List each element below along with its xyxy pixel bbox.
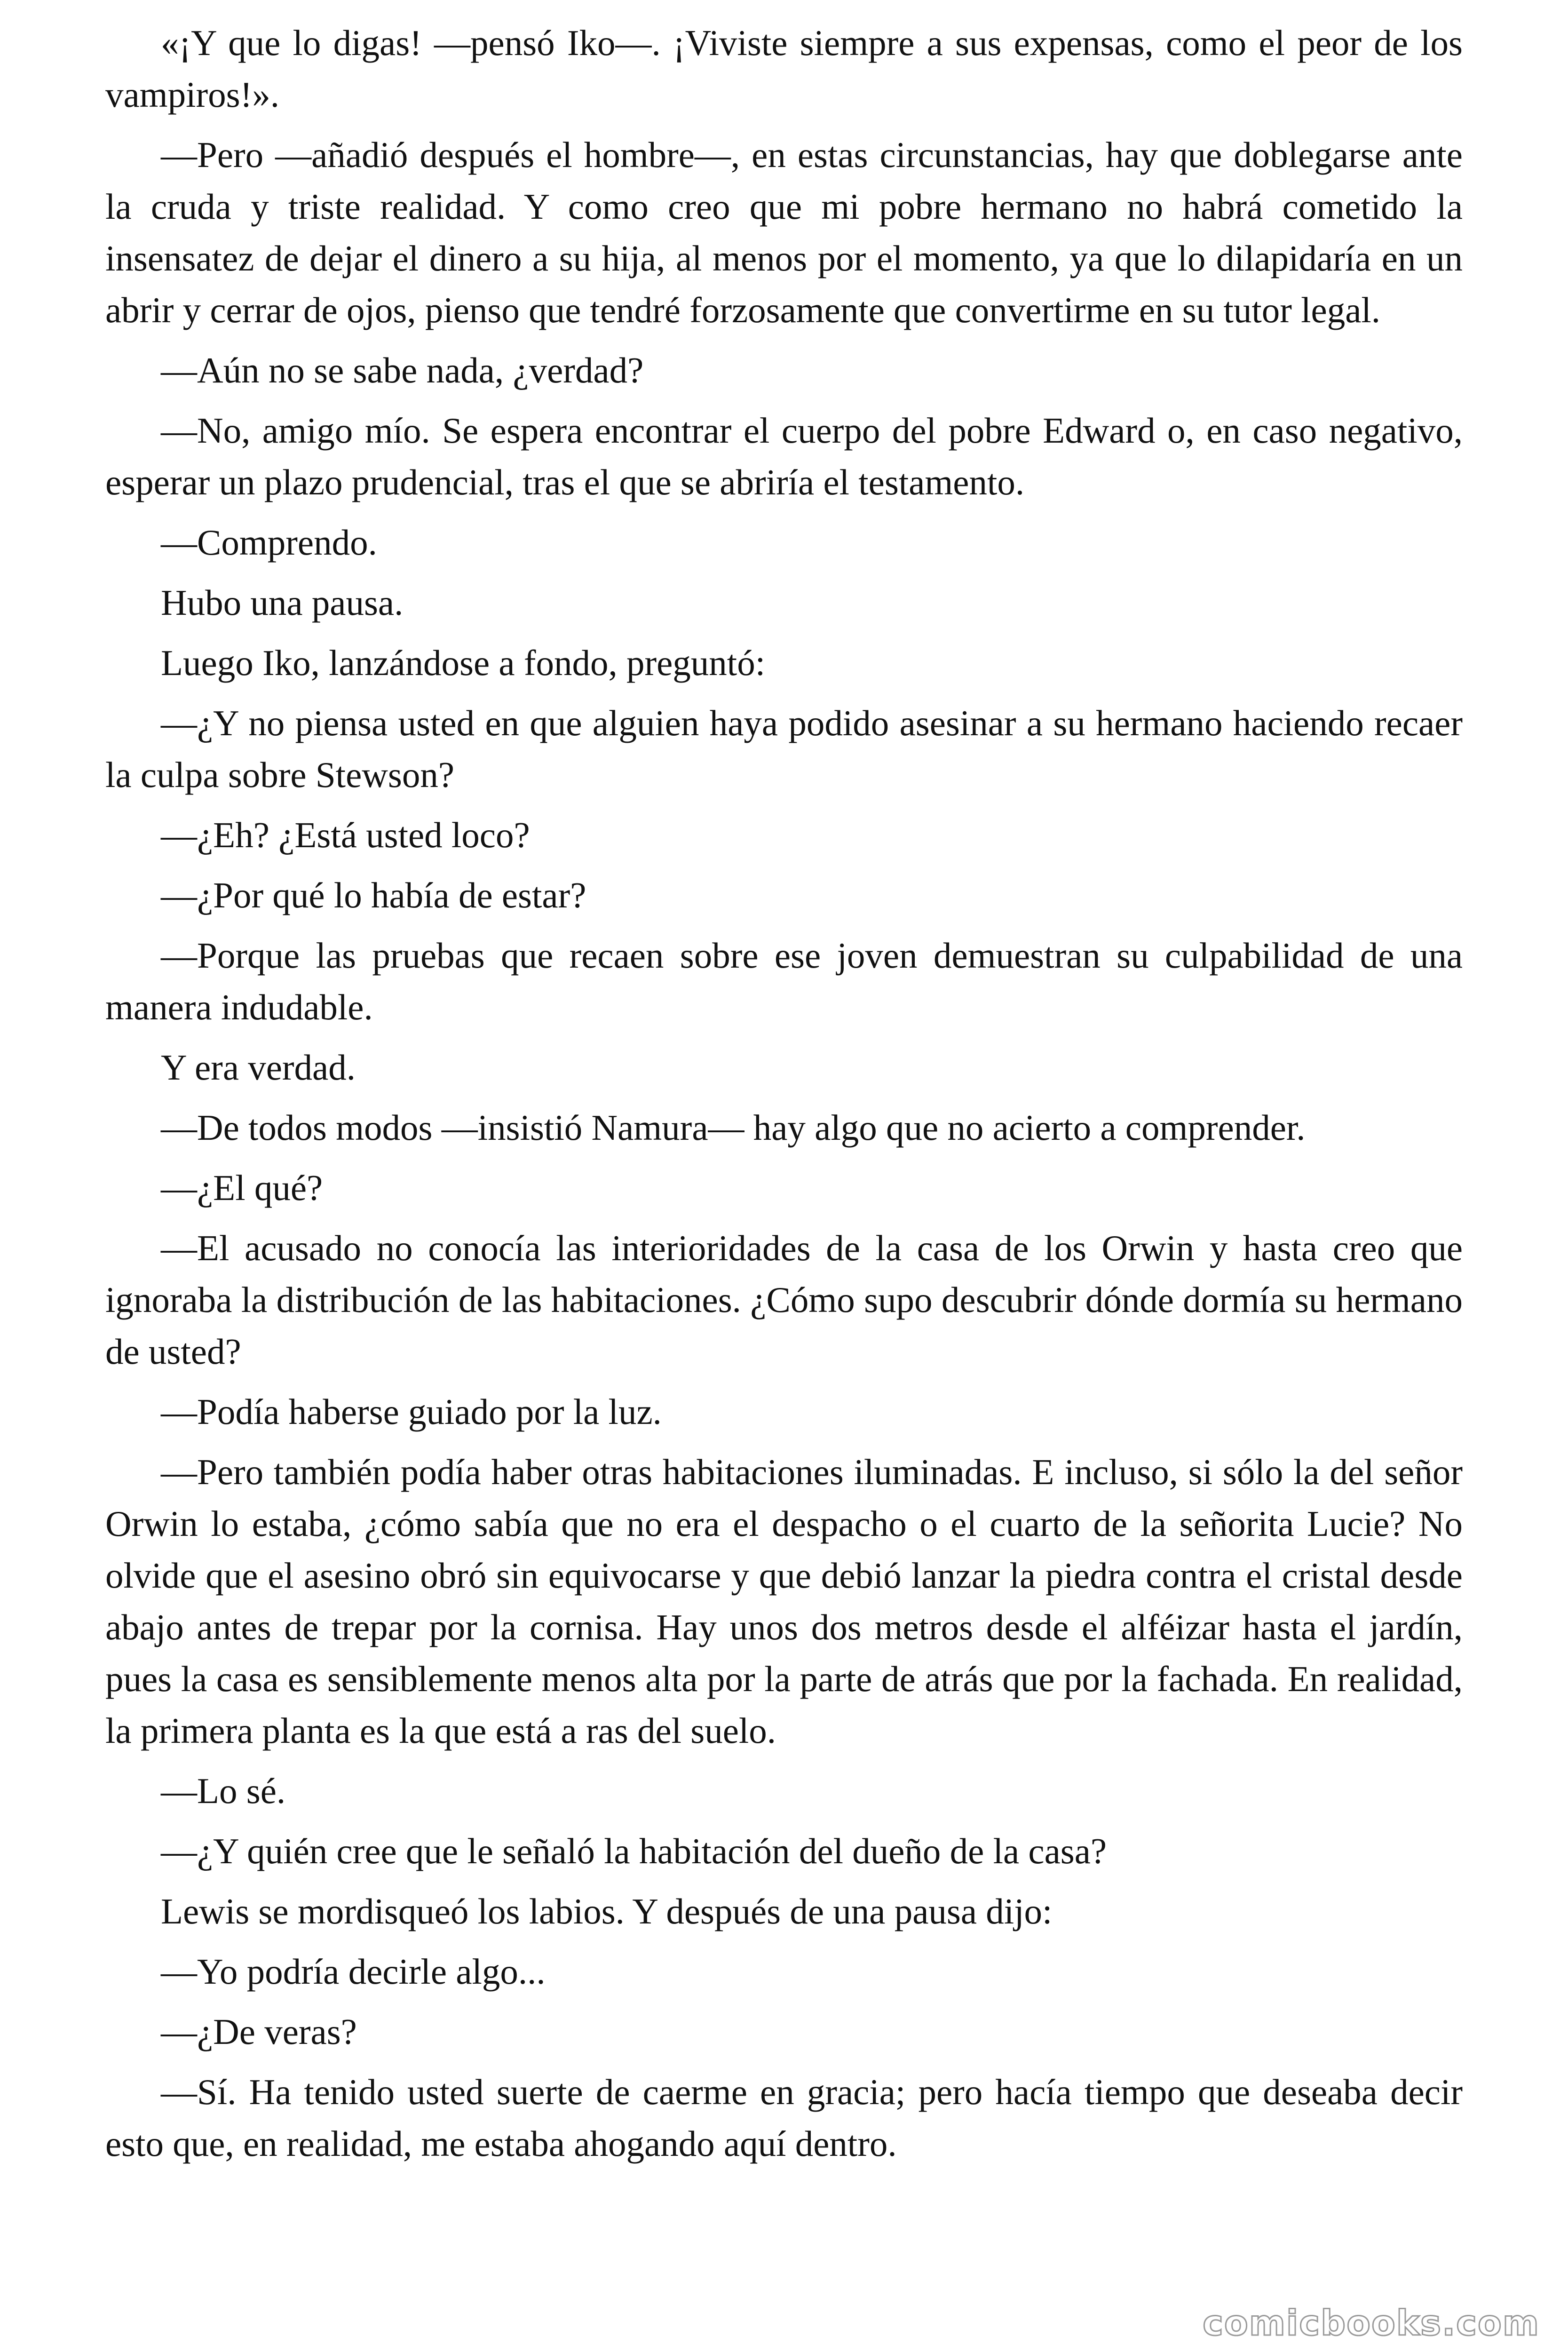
paragraph: —¿De veras? (161, 2011, 357, 2052)
watermark: comicbooks.com (1203, 2303, 1540, 2344)
paragraph: —De todos modos —insistió Namura— hay algo que no acierto a comprender. (161, 1107, 1306, 1148)
paragraph: —Lo sé. (161, 1771, 286, 1811)
paragraph: —Yo podría decirle algo... (161, 1951, 546, 1992)
paragraph: «¡Y que lo digas! —pensó Iko—. ¡Viviste siempre a sus expensas, como el peor de los vampiros!». (105, 23, 1463, 115)
paragraph: —¿Por qué lo había de estar? (161, 875, 586, 915)
paragraph: Luego Iko, lanzándose a fondo, preguntó: (161, 643, 766, 683)
paragraph: —¿El qué? (161, 1168, 323, 1208)
paragraph: —El acusado no conocía las interioridades de la casa de los Orwin y hasta creo que ignoraba la distribución de las habitaciones. ¿Cómo supo descubrir dónde dormía su hermano de usted? (105, 1228, 1463, 1372)
paragraph: —¿Y quién cree que le señaló la habitación del dueño de la casa? (161, 1831, 1107, 1871)
paragraph: —No, amigo mío. Se espera encontrar el cuerpo del pobre Edward o, en caso negativo, esperar un plazo prudencial, tras el que se abriría el testamento. (105, 410, 1463, 502)
paragraph: —Sí. Ha tenido usted suerte de caerme en gracia; pero hacía tiempo que deseaba decir esto que, en realidad, me estaba ahogando aquí dentro. (105, 2072, 1463, 2164)
paragraph: —Podía haberse guiado por la luz. (161, 1391, 662, 1432)
paragraph: —Comprendo. (161, 522, 377, 563)
paragraph: Hubo una pausa. (161, 582, 404, 623)
paragraph: —Pero —añadió después el hombre—, en estas circunstancias, hay que doblegarse ante la cruda y triste realidad. Y como creo que mi pobre hermano no habrá cometido la insensatez de dejar el dinero a su hija, al menos por el momento, ya que lo dilapidaría en un abrir y cerrar de ojos, pienso que tendré forzosamente que convertirme en su tutor legal. (105, 135, 1463, 330)
book-page-text (105, 17, 1463, 2178)
paragraph: —¿Eh? ¿Está usted loco? (161, 815, 530, 855)
paragraph: —¿Y no piensa usted en que alguien haya podido asesinar a su hermano haciendo recaer la culpa sobre Stewson? (105, 703, 1463, 795)
paragraph: Lewis se mordisqueó los labios. Y después de una pausa dijo: (161, 1891, 1053, 1931)
paragraph: —Aún no se sabe nada, ¿verdad? (161, 350, 644, 390)
paragraph: Y era verdad. (161, 1047, 356, 1088)
paragraph: —Porque las pruebas que recaen sobre ese joven demuestran su culpabilidad de una manera indudable. (105, 935, 1463, 1027)
paragraph: —Pero también podía haber otras habitaciones iluminadas. E incluso, si sólo la del señor Orwin lo estaba, ¿cómo sabía que no era el despacho o el cuarto de la señorita Lucie? No olvide que el asesino obró sin equivocarse y que debió lanzar la piedra contra el cristal desde abajo antes de trepar por la cornisa. Hay unos dos metros desde el alféizar hasta el jardín, pues la casa es sensiblemente menos alta por la parte de atrás que por la fachada. En realidad, la primera planta es la que está a ras del suelo. (105, 1452, 1463, 1751)
